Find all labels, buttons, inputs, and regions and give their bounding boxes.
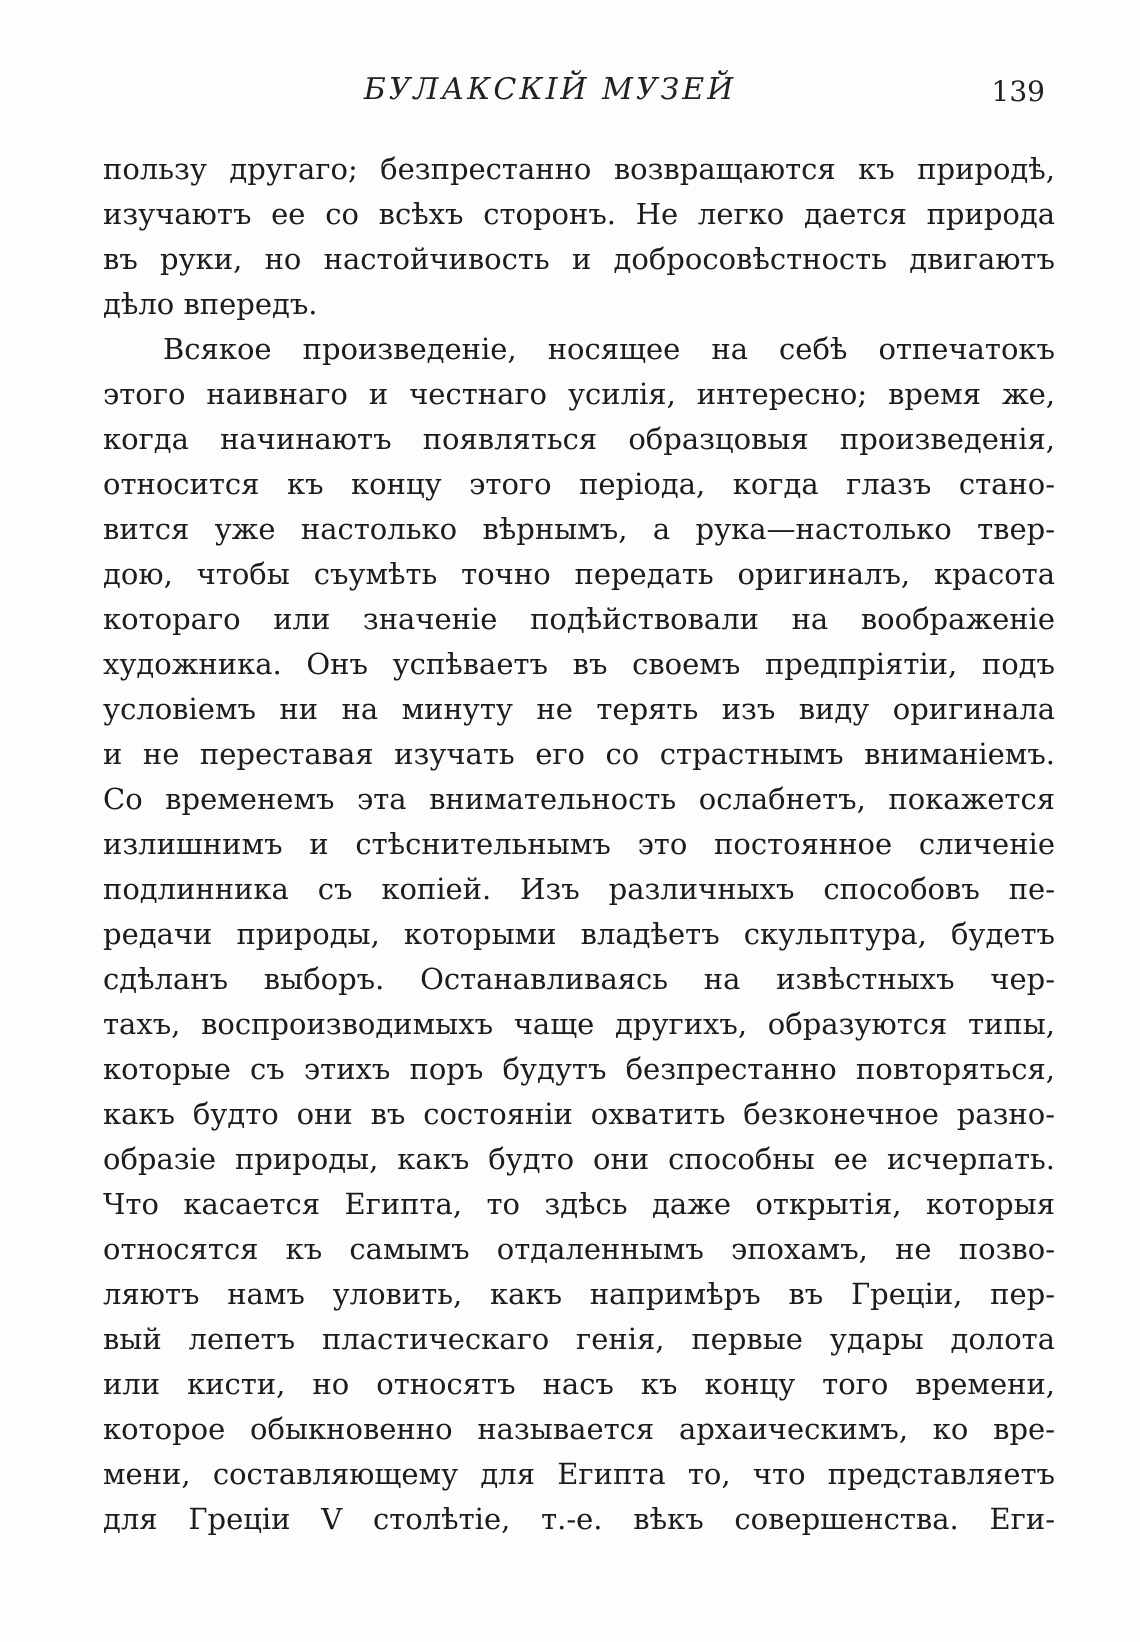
text-line: какъ будто они въ состояніи охватить безконечное разно- [103,1097,1055,1131]
text-line: дою, чтобы съумѣть точно передать оригиналъ, красота [103,557,1055,591]
text-line: ляютъ намъ уловить, какъ напримѣръ въ Греціи, пер- [103,1277,1055,1311]
text-line: редачи природы, которыми владѣетъ скульптура, будетъ [103,917,1055,951]
running-title: БУЛАКСКІЙ МУЗЕЙ [363,72,737,107]
text-line: образіе природы, какъ будто они способны ее исчерпать. [103,1142,1055,1176]
text-line: относятся къ самымъ отдаленнымъ эпохамъ, не позво- [103,1232,1055,1266]
text-line: условіемъ ни на минуту не терять изъ виду оригинала [103,692,1055,726]
text-line: въ руки, но настойчивость и добросовѣстность двигаютъ [103,242,1055,276]
text-line: мени, составляющему для Египта то, что представляетъ [103,1457,1055,1491]
text-line: тахъ, воспроизводимыхъ чаще другихъ, образуются типы, [103,1007,1055,1041]
page-number: 139 [991,75,1045,108]
text-line: художника. Онъ успѣваетъ въ своемъ предпріятіи, подъ [103,647,1055,681]
running-head [0,70,1140,110]
text-line: сдѣланъ выборъ. Останавливаясь на извѣстныхъ чер- [103,962,1055,996]
text-line: изучаютъ ее со всѣхъ сторонъ. Не легко дается природа [103,197,1055,231]
text-line: для Греціи V столѣтіе, т.-е. вѣкъ совершенства. Еги- [103,1502,1055,1536]
text-line: и не переставая изучать его со страстнымъ вниманіемъ. [103,737,1055,771]
text-line: подлинника съ копіей. Изъ различныхъ способовъ пе- [103,872,1055,906]
text-line: этого наивнаго и честнаго усилія, интересно; время же, [103,377,1055,411]
text-line: дѣло впередъ. [103,287,318,321]
text-line: когда начинаютъ появляться образцовыя произведенія, [103,422,1055,456]
text-line: вится уже настолько вѣрнымъ, а рука—настолько твер- [103,512,1055,546]
text-line: которые съ этихъ поръ будутъ безпрестанно повторяться, [103,1052,1055,1086]
body-text [103,147,1055,1542]
text-line: относится къ концу этого періода, когда глазъ стано- [103,467,1055,501]
text-line: пользу другаго; безпрестанно возвращаются къ природѣ, [103,152,1055,186]
text-line: излишнимъ и стѣснительнымъ это постоянное сличеніе [103,827,1055,861]
text-line: Что касается Египта, то здѣсь даже открытія, которыя [103,1187,1055,1221]
text-line: или кисти, но относятъ насъ къ концу того времени, [103,1367,1055,1401]
text-line: которое обыкновенно называется архаическимъ, ко вре- [103,1412,1055,1446]
text-line: Со временемъ эта внимательность ослабнетъ, покажется [103,782,1055,816]
text-line: вый лепетъ пластическаго генія, первые удары долота [103,1322,1055,1356]
text-line: Всякое произведеніе, носящее на себѣ отпечатокъ [163,332,1055,366]
text-line: котораго или значеніе подѣйствовали на воображеніе [103,602,1055,636]
